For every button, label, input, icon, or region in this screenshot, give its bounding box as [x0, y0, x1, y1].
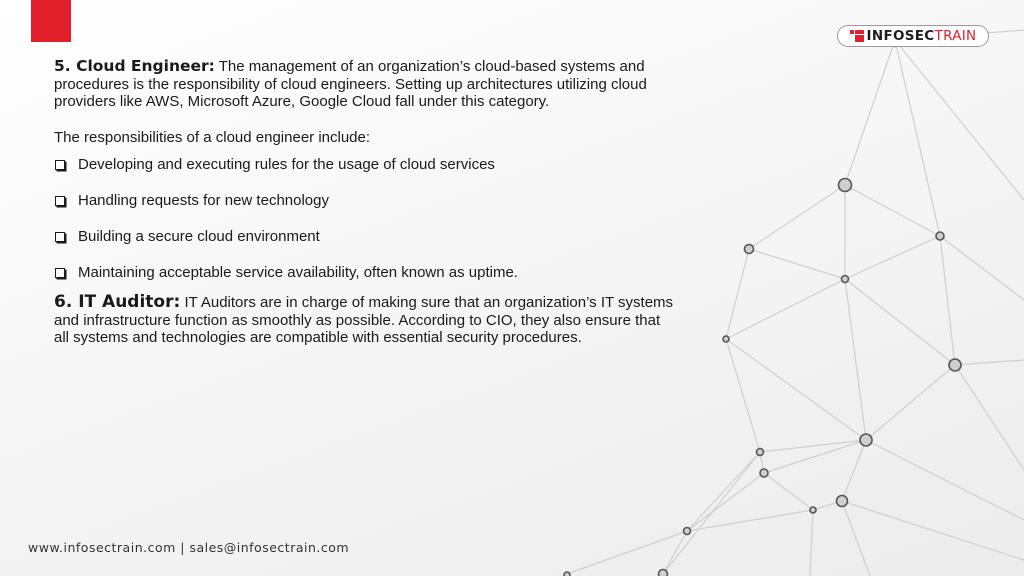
list-item: [54, 156, 674, 174]
it-auditor-heading: 6. IT Auditor:: [54, 292, 181, 312]
checkbox-bullet-icon: [55, 268, 65, 278]
responsibilities-list: [54, 156, 674, 282]
list-item: [54, 228, 674, 246]
checkbox-bullet-icon: [55, 160, 65, 170]
it-auditor-body: IT Auditors are in charge of making sure that an organization’s IT systems and infrastructure function as smoothly as possible. According to CIO, they also ensure that all systems and technologies are compatible with essential security procedures.: [54, 294, 674, 346]
list-item-text: Building a secure cloud environment: [78, 228, 320, 246]
list-item: [54, 264, 674, 282]
slide-content: [54, 58, 674, 347]
checkbox-bullet-icon: [55, 196, 65, 206]
responsibilities-intro: The responsibilities of a cloud engineer include:: [54, 128, 371, 146]
list-item-text: Handling requests for new technology: [78, 192, 329, 210]
checkbox-bullet-icon: [55, 232, 65, 242]
cloud-engineer-heading: 5. Cloud Engineer:: [54, 57, 215, 75]
logo-text-train: TRAIN: [934, 28, 977, 44]
logo-text-infosec: INFOSEC: [866, 28, 935, 44]
list-item-text: Developing and executing rules for the usage of cloud services: [78, 156, 495, 174]
list-item-text: Maintaining acceptable service availability, often known as uptime.: [78, 264, 518, 282]
infosectrain-logo: [837, 25, 989, 47]
cloud-engineer-paragraph: [54, 58, 674, 111]
cloud-engineer-body: The management of an organization’s cloud-based systems and procedures is the responsibility of cloud engineers. Setting up architectures utilizing cloud providers like AWS, Microsoft Azure, Google Cloud fall under this category.: [54, 58, 647, 110]
list-item: [54, 192, 674, 210]
footer-contact: www.infosectrain.com | sales@infosectrain.com: [28, 540, 350, 555]
logo-mark-icon: [850, 30, 864, 42]
it-auditor-paragraph: [54, 294, 674, 347]
